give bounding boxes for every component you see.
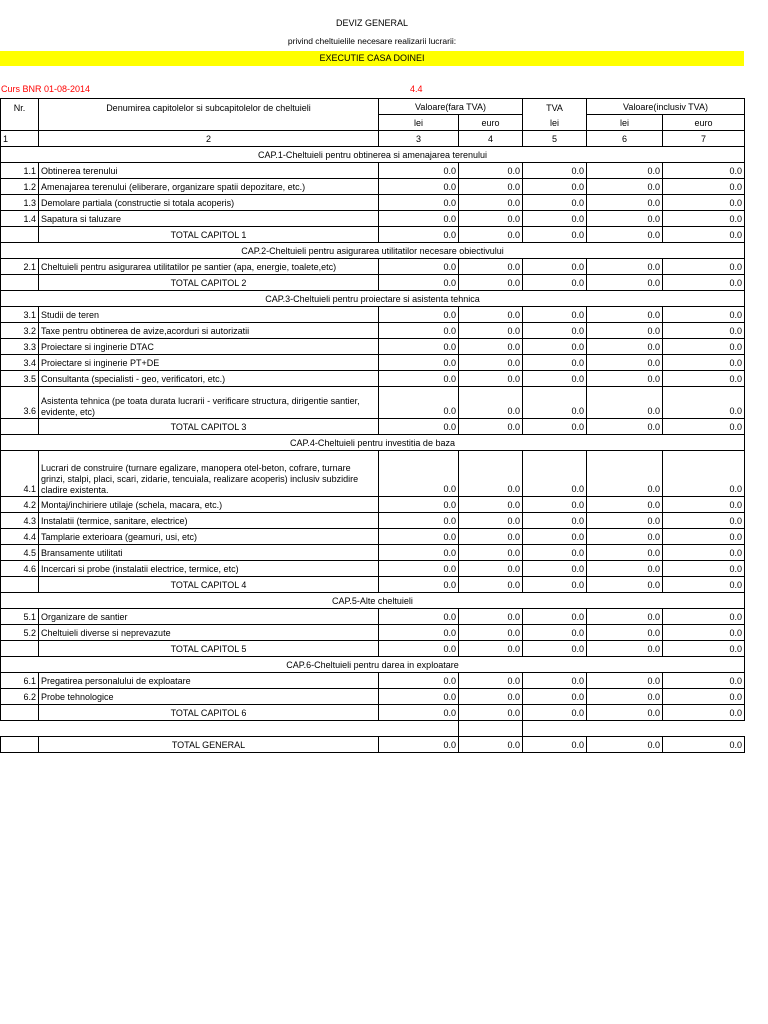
amount-cell: 0.0 xyxy=(459,561,523,577)
col-header-name: Denumirea capitolelor si subcapitolelor de cheltuieli xyxy=(39,99,379,115)
amount-cell: 0.0 xyxy=(587,705,663,721)
col-header-vat: TVA xyxy=(523,99,587,115)
row-description: Lucrari de construire (turnare egalizare, manopera otel-beton, cofrare, turnare grinzi, stalpi, placi, scari, zidarie, tencuiala, realizare acoperis) inclusiv subzidire cladire existenta. xyxy=(39,451,379,497)
amount-cell: 0.0 xyxy=(523,609,587,625)
row-description: Instalatii (termice, sanitare, electrice) xyxy=(39,513,379,529)
amount-cell: 0.0 xyxy=(523,227,587,243)
amount-cell: 0.0 xyxy=(523,641,587,657)
document-title: DEVIZ GENERAL xyxy=(335,18,409,28)
amount-cell: 0.0 xyxy=(379,513,459,529)
amount-cell: 0.0 xyxy=(459,211,523,227)
amount-cell: 0.0 xyxy=(459,529,523,545)
amount-cell: 0.0 xyxy=(523,355,587,371)
chapter-title-row xyxy=(1,243,745,259)
amount-cell: 0.0 xyxy=(379,561,459,577)
row-description: Taxe pentru obtinerea de avize,acorduri si autorizatii xyxy=(39,323,379,339)
total-label: TOTAL CAPITOL 4 xyxy=(39,577,379,593)
amount-cell: 0.0 xyxy=(523,387,587,419)
amount-cell: 0.0 xyxy=(379,307,459,323)
row-number: 4.5 xyxy=(1,545,39,561)
amount-cell: 0.0 xyxy=(587,545,663,561)
amount-cell: 0.0 xyxy=(459,737,523,753)
amount-cell: 0.0 xyxy=(587,609,663,625)
amount-cell: 0.0 xyxy=(379,211,459,227)
total-label: TOTAL CAPITOL 3 xyxy=(39,419,379,435)
row-number: 1.2 xyxy=(1,179,39,195)
amount-cell: 0.0 xyxy=(379,609,459,625)
amount-cell: 0.0 xyxy=(663,179,745,195)
spacer-row xyxy=(1,721,745,737)
budget-table xyxy=(0,98,745,753)
row-description: Demolare partiala (constructie si totala acoperis) xyxy=(39,195,379,211)
amount-cell: 0.0 xyxy=(663,673,745,689)
table-row xyxy=(1,179,745,195)
amount-cell: 0.0 xyxy=(523,561,587,577)
amount-cell: 0.0 xyxy=(663,513,745,529)
row-number: 3.6 xyxy=(1,387,39,419)
row-description: Sapatura si taluzare xyxy=(39,211,379,227)
row-number: 6.2 xyxy=(1,689,39,705)
row-description: Studii de teren xyxy=(39,307,379,323)
chapter-total-row xyxy=(1,227,745,243)
amount-cell: 0.0 xyxy=(663,163,745,179)
amount-cell: 0.0 xyxy=(459,497,523,513)
grand-total-label: TOTAL GENERAL xyxy=(39,737,379,753)
amount-cell: 0.0 xyxy=(663,339,745,355)
amount-cell: 0.0 xyxy=(587,211,663,227)
amount-cell: 0.0 xyxy=(459,355,523,371)
row-description: Probe tehnologice xyxy=(39,689,379,705)
amount-cell: 0.0 xyxy=(379,673,459,689)
row-number: 1.4 xyxy=(1,211,39,227)
amount-cell: 0.0 xyxy=(663,307,745,323)
row-number: 4.1 xyxy=(1,451,39,497)
row-description: Incercari si probe (instalatii electrice, termice, etc) xyxy=(39,561,379,577)
row-description: Pregatirea personalului de exploatare xyxy=(39,673,379,689)
blank-cell xyxy=(1,705,39,721)
amount-cell: 0.0 xyxy=(663,227,745,243)
amount-cell: 0.0 xyxy=(523,323,587,339)
amount-cell: 0.0 xyxy=(587,339,663,355)
amount-cell: 0.0 xyxy=(459,387,523,419)
chapter-title: CAP.2-Cheltuieli pentru asigurarea utilitatilor necesare obiectivului xyxy=(1,243,745,259)
amount-cell: 0.0 xyxy=(459,195,523,211)
amount-cell: 0.0 xyxy=(663,275,745,291)
amount-cell: 0.0 xyxy=(587,179,663,195)
chapter-title-row xyxy=(1,291,745,307)
row-number: 3.3 xyxy=(1,339,39,355)
amount-cell: 0.0 xyxy=(663,689,745,705)
blank-cell xyxy=(1,721,39,737)
row-number: 3.1 xyxy=(1,307,39,323)
amount-cell: 0.0 xyxy=(459,371,523,387)
amount-cell: 0.0 xyxy=(379,323,459,339)
blank-cell xyxy=(1,419,39,435)
chapter-title: CAP.1-Cheltuieli pentru obtinerea si amenajarea terenului xyxy=(1,147,745,163)
amount-cell: 0.0 xyxy=(663,211,745,227)
table-row xyxy=(1,339,745,355)
blank-cell xyxy=(379,721,459,737)
row-description: Organizare de santier xyxy=(39,609,379,625)
amount-cell: 0.0 xyxy=(379,259,459,275)
unit-euro: euro xyxy=(663,115,745,131)
amount-cell: 0.0 xyxy=(379,163,459,179)
unit-lei: lei xyxy=(587,115,663,131)
amount-cell: 0.0 xyxy=(587,689,663,705)
chapter-total-row xyxy=(1,419,745,435)
amount-cell: 0.0 xyxy=(379,577,459,593)
chapter-title: CAP.6-Cheltuieli pentru darea in exploatare xyxy=(1,657,745,673)
col-header-value-no-vat: Valoare(fara TVA) xyxy=(379,99,523,115)
chapter-title: CAP.5-Alte cheltuieli xyxy=(1,593,745,609)
amount-cell: 0.0 xyxy=(523,451,587,497)
amount-cell: 0.0 xyxy=(663,355,745,371)
chapter-total-row xyxy=(1,705,745,721)
amount-cell: 0.0 xyxy=(587,497,663,513)
amount-cell: 0.0 xyxy=(663,195,745,211)
col-index: 3 xyxy=(379,131,459,147)
amount-cell: 0.0 xyxy=(379,355,459,371)
amount-cell: 0.0 xyxy=(459,609,523,625)
amount-cell: 0.0 xyxy=(587,163,663,179)
amount-cell: 0.0 xyxy=(523,419,587,435)
row-description: Obtinerea terenului xyxy=(39,163,379,179)
blank-cell xyxy=(663,721,745,737)
table-row xyxy=(1,323,745,339)
amount-cell: 0.0 xyxy=(663,641,745,657)
amount-cell: 0.0 xyxy=(663,545,745,561)
amount-cell: 0.0 xyxy=(379,339,459,355)
amount-cell: 0.0 xyxy=(663,259,745,275)
amount-cell: 0.0 xyxy=(587,195,663,211)
table-row xyxy=(1,625,745,641)
table-row xyxy=(1,545,745,561)
amount-cell: 0.0 xyxy=(663,705,745,721)
amount-cell: 0.0 xyxy=(523,211,587,227)
amount-cell: 0.0 xyxy=(587,451,663,497)
table-row xyxy=(1,371,745,387)
amount-cell: 0.0 xyxy=(663,497,745,513)
unit-lei: lei xyxy=(523,115,587,131)
chapter-total-row xyxy=(1,275,745,291)
amount-cell: 0.0 xyxy=(523,195,587,211)
amount-cell: 0.0 xyxy=(379,545,459,561)
amount-cell: 0.0 xyxy=(379,625,459,641)
amount-cell: 0.0 xyxy=(587,387,663,419)
amount-cell: 0.0 xyxy=(459,307,523,323)
col-index: 1 xyxy=(1,131,39,147)
amount-cell: 0.0 xyxy=(587,625,663,641)
header-row-units xyxy=(1,115,745,131)
project-name: EXECUTIE CASA DOINEI xyxy=(0,51,744,66)
row-number: 4.2 xyxy=(1,497,39,513)
amount-cell: 0.0 xyxy=(587,323,663,339)
amount-cell: 0.0 xyxy=(459,275,523,291)
row-number: 4.3 xyxy=(1,513,39,529)
table-row xyxy=(1,529,745,545)
table-row xyxy=(1,259,745,275)
amount-cell: 0.0 xyxy=(587,307,663,323)
amount-cell: 0.0 xyxy=(379,275,459,291)
amount-cell: 0.0 xyxy=(663,737,745,753)
row-number: 6.1 xyxy=(1,673,39,689)
amount-cell: 0.0 xyxy=(459,339,523,355)
amount-cell: 0.0 xyxy=(523,497,587,513)
row-number: 2.1 xyxy=(1,259,39,275)
exchange-rate-value: 4.4 xyxy=(410,84,423,94)
chapter-title: CAP.4-Cheltuieli pentru investitia de baza xyxy=(1,435,745,451)
table-row xyxy=(1,609,745,625)
amount-cell: 0.0 xyxy=(587,355,663,371)
amount-cell: 0.0 xyxy=(459,259,523,275)
total-label: TOTAL CAPITOL 6 xyxy=(39,705,379,721)
amount-cell: 0.0 xyxy=(523,339,587,355)
blank-cell xyxy=(587,721,663,737)
amount-cell: 0.0 xyxy=(459,451,523,497)
amount-cell: 0.0 xyxy=(523,307,587,323)
col-index: 4 xyxy=(459,131,523,147)
amount-cell: 0.0 xyxy=(459,227,523,243)
amount-cell: 0.0 xyxy=(523,577,587,593)
row-description: Cheltuieli pentru asigurarea utilitatilor pe santier (apa, energie, toalete,etc) xyxy=(39,259,379,275)
amount-cell: 0.0 xyxy=(523,513,587,529)
table-row xyxy=(1,307,745,323)
chapter-total-row xyxy=(1,577,745,593)
amount-cell: 0.0 xyxy=(459,545,523,561)
exchange-rate-label: Curs BNR 01-08-2014 xyxy=(1,84,91,94)
blank-cell xyxy=(1,641,39,657)
col-index: 2 xyxy=(39,131,379,147)
amount-cell: 0.0 xyxy=(523,673,587,689)
amount-cell: 0.0 xyxy=(663,451,745,497)
amount-cell: 0.0 xyxy=(523,179,587,195)
blank-cell xyxy=(1,227,39,243)
amount-cell: 0.0 xyxy=(379,529,459,545)
amount-cell: 0.0 xyxy=(587,227,663,243)
row-number: 5.1 xyxy=(1,609,39,625)
table-row xyxy=(1,513,745,529)
unit-lei: lei xyxy=(379,115,459,131)
table-row xyxy=(1,673,745,689)
col-index: 5 xyxy=(523,131,587,147)
chapter-title-row xyxy=(1,593,745,609)
amount-cell: 0.0 xyxy=(379,689,459,705)
amount-cell: 0.0 xyxy=(523,371,587,387)
row-description: Proiectare si inginerie DTAC xyxy=(39,339,379,355)
amount-cell: 0.0 xyxy=(523,689,587,705)
row-number: 3.5 xyxy=(1,371,39,387)
amount-cell: 0.0 xyxy=(379,705,459,721)
grand-total-row xyxy=(1,737,745,753)
amount-cell: 0.0 xyxy=(587,371,663,387)
row-number: 1.3 xyxy=(1,195,39,211)
chapter-total-row xyxy=(1,641,745,657)
chapter-title-row xyxy=(1,435,745,451)
amount-cell: 0.0 xyxy=(379,497,459,513)
amount-cell: 0.0 xyxy=(663,387,745,419)
amount-cell: 0.0 xyxy=(523,259,587,275)
amount-cell: 0.0 xyxy=(523,275,587,291)
table-row xyxy=(1,195,745,211)
col-index: 6 xyxy=(587,131,663,147)
amount-cell: 0.0 xyxy=(379,419,459,435)
chapter-title-row xyxy=(1,657,745,673)
row-description: Proiectare si inginerie PT+DE xyxy=(39,355,379,371)
amount-cell: 0.0 xyxy=(587,275,663,291)
amount-cell: 0.0 xyxy=(459,625,523,641)
amount-cell: 0.0 xyxy=(663,561,745,577)
col-index: 7 xyxy=(663,131,745,147)
amount-cell: 0.0 xyxy=(379,195,459,211)
blank-cell xyxy=(1,115,39,131)
amount-cell: 0.0 xyxy=(587,513,663,529)
blank-cell xyxy=(523,721,587,737)
unit-euro: euro xyxy=(459,115,523,131)
amount-cell: 0.0 xyxy=(587,529,663,545)
table-row xyxy=(1,689,745,705)
row-description: Consultanta (specialisti - geo, verificatori, etc.) xyxy=(39,371,379,387)
budget-body xyxy=(1,147,745,753)
blank-cell xyxy=(1,275,39,291)
table-row xyxy=(1,163,745,179)
row-description: Cheltuieli diverse si neprevazute xyxy=(39,625,379,641)
row-number: 5.2 xyxy=(1,625,39,641)
amount-cell: 0.0 xyxy=(459,513,523,529)
blank-cell xyxy=(39,115,379,131)
amount-cell: 0.0 xyxy=(523,705,587,721)
amount-cell: 0.0 xyxy=(663,625,745,641)
col-header-value-with-vat: Valoare(inclusiv TVA) xyxy=(587,99,745,115)
amount-cell: 0.0 xyxy=(587,561,663,577)
row-description: Bransamente utilitati xyxy=(39,545,379,561)
amount-cell: 0.0 xyxy=(663,419,745,435)
amount-cell: 0.0 xyxy=(663,577,745,593)
amount-cell: 0.0 xyxy=(587,673,663,689)
blank-cell xyxy=(1,577,39,593)
col-header-nr: Nr. xyxy=(1,99,39,115)
amount-cell: 0.0 xyxy=(459,163,523,179)
amount-cell: 0.0 xyxy=(663,371,745,387)
amount-cell: 0.0 xyxy=(379,371,459,387)
amount-cell: 0.0 xyxy=(587,641,663,657)
amount-cell: 0.0 xyxy=(663,609,745,625)
total-label: TOTAL CAPITOL 1 xyxy=(39,227,379,243)
amount-cell: 0.0 xyxy=(587,419,663,435)
document-subtitle: privind cheltuielile necesare realizarii lucrarii: xyxy=(287,36,457,46)
total-label: TOTAL CAPITOL 2 xyxy=(39,275,379,291)
amount-cell: 0.0 xyxy=(523,545,587,561)
amount-cell: 0.0 xyxy=(379,387,459,419)
amount-cell: 0.0 xyxy=(459,705,523,721)
row-number: 3.4 xyxy=(1,355,39,371)
amount-cell: 0.0 xyxy=(523,529,587,545)
chapter-title: CAP.3-Cheltuieli pentru proiectare si asistenta tehnica xyxy=(1,291,745,307)
chapter-title-row xyxy=(1,147,745,163)
amount-cell: 0.0 xyxy=(523,737,587,753)
blank-cell xyxy=(459,721,523,737)
amount-cell: 0.0 xyxy=(459,577,523,593)
row-number: 1.1 xyxy=(1,163,39,179)
amount-cell: 0.0 xyxy=(379,227,459,243)
row-number: 4.6 xyxy=(1,561,39,577)
amount-cell: 0.0 xyxy=(587,737,663,753)
table-row xyxy=(1,497,745,513)
table-row xyxy=(1,355,745,371)
row-description: Asistenta tehnica (pe toata durata lucrarii - verificare structura, dirigentie santier, evidente, etc) xyxy=(39,387,379,419)
amount-cell: 0.0 xyxy=(663,529,745,545)
amount-cell: 0.0 xyxy=(459,419,523,435)
amount-cell: 0.0 xyxy=(379,641,459,657)
total-label: TOTAL CAPITOL 5 xyxy=(39,641,379,657)
amount-cell: 0.0 xyxy=(587,577,663,593)
amount-cell: 0.0 xyxy=(663,323,745,339)
header-row-index xyxy=(1,131,745,147)
table-row xyxy=(1,211,745,227)
amount-cell: 0.0 xyxy=(379,179,459,195)
amount-cell: 0.0 xyxy=(379,737,459,753)
amount-cell: 0.0 xyxy=(523,625,587,641)
table-row xyxy=(1,451,745,497)
amount-cell: 0.0 xyxy=(587,259,663,275)
table-row xyxy=(1,387,745,419)
amount-cell: 0.0 xyxy=(459,323,523,339)
row-number: 4.4 xyxy=(1,529,39,545)
amount-cell: 0.0 xyxy=(523,163,587,179)
blank-cell xyxy=(1,737,39,753)
amount-cell: 0.0 xyxy=(459,689,523,705)
amount-cell: 0.0 xyxy=(459,179,523,195)
row-description: Montaj/inchiriere utilaje (schela, macara, etc.) xyxy=(39,497,379,513)
row-description: Tamplarie exterioara (geamuri, usi, etc) xyxy=(39,529,379,545)
header-row-main xyxy=(1,99,745,115)
blank-cell xyxy=(39,721,379,737)
row-description: Amenajarea terenului (eliberare, organizare spatii depozitare, etc.) xyxy=(39,179,379,195)
row-number: 3.2 xyxy=(1,323,39,339)
amount-cell: 0.0 xyxy=(459,673,523,689)
amount-cell: 0.0 xyxy=(459,641,523,657)
amount-cell: 0.0 xyxy=(379,451,459,497)
table-row xyxy=(1,561,745,577)
